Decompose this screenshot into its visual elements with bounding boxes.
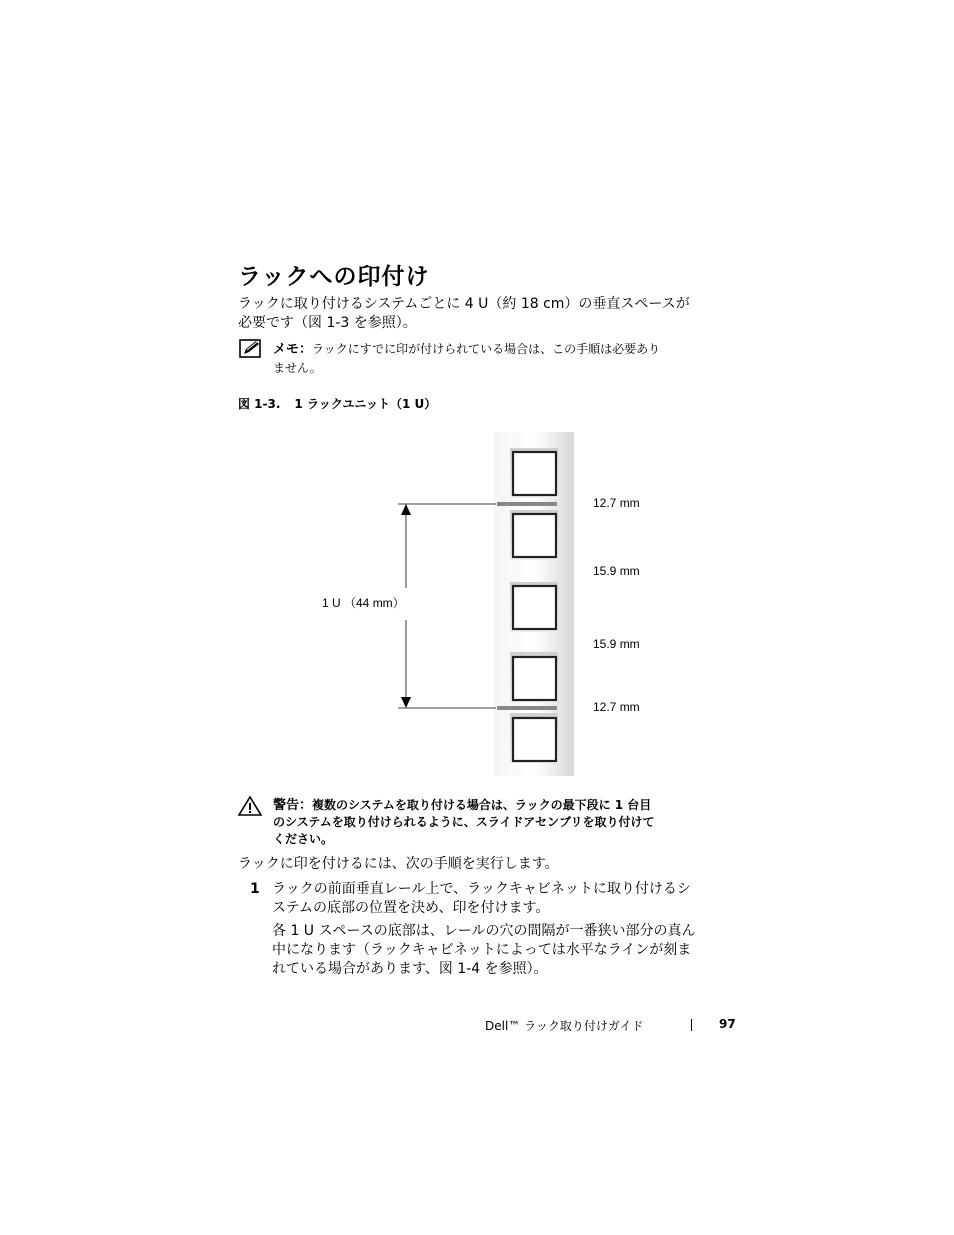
- note-line: ません。: [273, 361, 322, 375]
- unit-height-label: 1 U （44 mm）: [322, 596, 405, 610]
- procedure-intro: ラックに印を付けるには、次の手順を実行します。: [238, 856, 559, 872]
- note-line: [273, 340, 738, 359]
- warning-text: 複数のシステムを取り付ける場合は、ラックの最下段に 1 台目: [312, 798, 652, 812]
- rail-hole: [510, 448, 558, 498]
- rail-hole: [510, 510, 558, 560]
- step-line: ラックの前面垂直レール上で、ラックキャビネットに取り付けるシ: [272, 881, 691, 897]
- warning-line: のシステムを取り付けられるように、スライドアセンブリを取り付けて: [273, 815, 655, 829]
- rack-unit-figure: [300, 430, 660, 780]
- warning-triangle-icon: [237, 795, 263, 817]
- intro-line: 必要です（図 1-3 を参照）。: [238, 315, 417, 331]
- note-label: メモ：: [273, 342, 313, 357]
- step-number: 1: [250, 881, 260, 897]
- footer-doc-title: Dell™ ラック取り付けガイド: [485, 1019, 644, 1033]
- warning-line: ください。: [273, 832, 334, 846]
- step-line: ステムの底部の位置を決め、印を付けます。: [272, 900, 550, 916]
- spacing-label: 15.9 mm: [593, 564, 640, 578]
- unit-boundary-mark: [497, 502, 557, 506]
- figure-caption: [238, 395, 450, 412]
- figure-number: 図 1-3.: [238, 397, 281, 411]
- note-block: [273, 340, 738, 377]
- intro-paragraph: [238, 295, 738, 333]
- spacing-label: 12.7 mm: [593, 496, 640, 510]
- step-detail: [272, 922, 738, 979]
- warning-line: [273, 797, 738, 814]
- rail-hole: [510, 713, 558, 763]
- note-pencil-icon: [239, 339, 263, 359]
- warning-block: [273, 797, 738, 848]
- footer-separator: [691, 1019, 692, 1031]
- step-text: [272, 880, 738, 918]
- rail-hole: [510, 582, 558, 632]
- warning-label: 警告：: [273, 798, 313, 813]
- page-number: 97: [719, 1017, 736, 1031]
- spacing-label: 12.7 mm: [593, 700, 640, 714]
- rail-hole: [510, 652, 558, 702]
- unit-boundary-mark: [497, 706, 557, 710]
- section-heading: ラックへの印付け: [238, 264, 430, 290]
- note-text: ラックにすでに印が付けられている場合は、この手順は必要あり: [312, 342, 661, 356]
- step-detail-line: 中になります（ラックキャビネットによっては水平なラインが刻ま: [272, 942, 692, 958]
- spacing-label: 15.9 mm: [593, 637, 640, 651]
- step-detail-line: 各 1 U スペースの底部は、レールの穴の間隔が一番狭い部分の真ん: [272, 923, 696, 939]
- figure-title: 1 ラックユニット（1 U）: [294, 397, 437, 411]
- intro-line: ラックに取り付けるシステムごとに 4 U（約 18 cm）の垂直スペースが: [238, 296, 690, 312]
- step-detail-line: れている場合があります、図 1-4 を参照）。: [272, 961, 548, 977]
